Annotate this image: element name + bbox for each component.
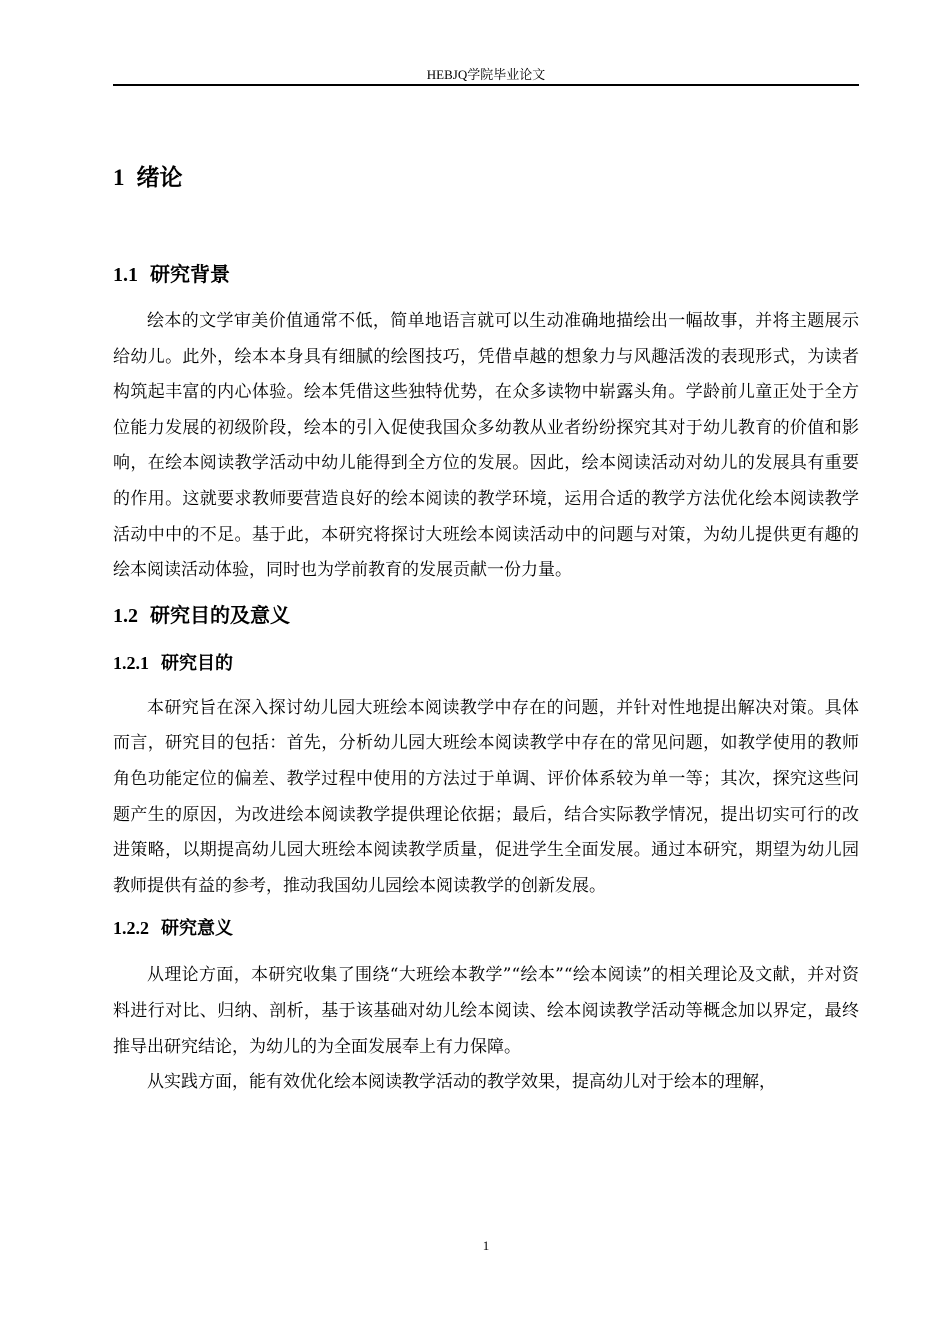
chapter-heading xyxy=(113,158,859,198)
section-heading xyxy=(113,597,859,633)
header-rule xyxy=(113,84,859,86)
section-title: 研究目的及意义 xyxy=(150,602,290,627)
page-number: 1 xyxy=(482,1238,490,1253)
paragraph: 本研究旨在深入探讨幼儿园大班绘本阅读教学中存在的问题，并针对性地提出解决对策。具体而言，研究目的包括：首先，分析幼儿园大班绘本阅读教学中存在的常见问题，如教学使用的教师角色功能定位的偏差、教学过程中使用的方法过于单调、评价体系较为单一等；其次，探究这些问题产生的原因，为改进绘本阅读教学提供理论依据；最后，结合实际教学情况，提出切实可行的改进策略，以期提高幼儿园大班绘本阅读教学质量，促进学生全面发展。通过本研究，期望为幼儿园教师提供有益的参考，推动我国幼儿园绘本阅读教学的创新发展。 xyxy=(113,697,859,896)
subsection-heading xyxy=(113,647,859,679)
running-header: HEBJQ学院毕业论文 xyxy=(426,67,546,82)
subsection-number: 1.2.2 xyxy=(113,918,149,939)
paragraph: 从理论方面，本研究收集了围绕“大班绘本教学”“绘本”“绘本阅读”的相关理论及文献，并对资料进行对比、归纳、剖析，基于该基础对幼儿绘本阅读、绘本阅读教学活动等概念加以界定，最终推导出研究结论，为幼儿的为全面发展奉上有力保障。 xyxy=(113,965,859,1057)
chapter-number: 1 xyxy=(113,165,125,190)
subsection-title: 研究目的 xyxy=(161,652,233,674)
section-heading xyxy=(113,256,859,292)
subsection-heading xyxy=(113,912,859,944)
subsection-number: 1.2.1 xyxy=(113,652,149,673)
paragraph: 从实践方面，能有效优化绘本阅读教学活动的教学效果，提高幼儿对于绘本的理解， xyxy=(147,1072,776,1093)
section-number: 1.1 xyxy=(113,264,138,286)
paragraph: 绘本的文学审美价值通常不低，简单地语言就可以生动准确地描绘出一幅故事，并将主题展示给幼儿。此外，绘本本身具有细腻的绘图技巧，凭借卓越的想象力与风趣活泼的表现形式，为读者构筑起丰富的内心体验。绘本凭借这些独特优势，在众多读物中崭露头角。学龄前儿童正处于全方位能力发展的初级阶段，绘本的引入促使我国众多幼教从业者纷纷探究其对于幼儿教育的价值和影响，在绘本阅读教学活动中幼儿能得到全方位的发展。因此，绘本阅读活动对幼儿的发展具有重要的作用。这就要求教师要营造良好的绘本阅读的教学环境，运用合适的教学方法优化绘本阅读教学活动中中的不足。基于此，本研究将探讨大班绘本阅读活动中的问题与对策，为幼儿提供更有趣的绘本阅读活动体验，同时也为学前教育的发展贡献一份力量。 xyxy=(113,311,859,581)
subsection-title: 研究意义 xyxy=(161,918,233,940)
section-number: 1.2 xyxy=(113,604,138,627)
page-content xyxy=(113,150,859,1101)
section-title: 研究背景 xyxy=(150,262,230,286)
chapter-title: 绪论 xyxy=(136,165,183,191)
